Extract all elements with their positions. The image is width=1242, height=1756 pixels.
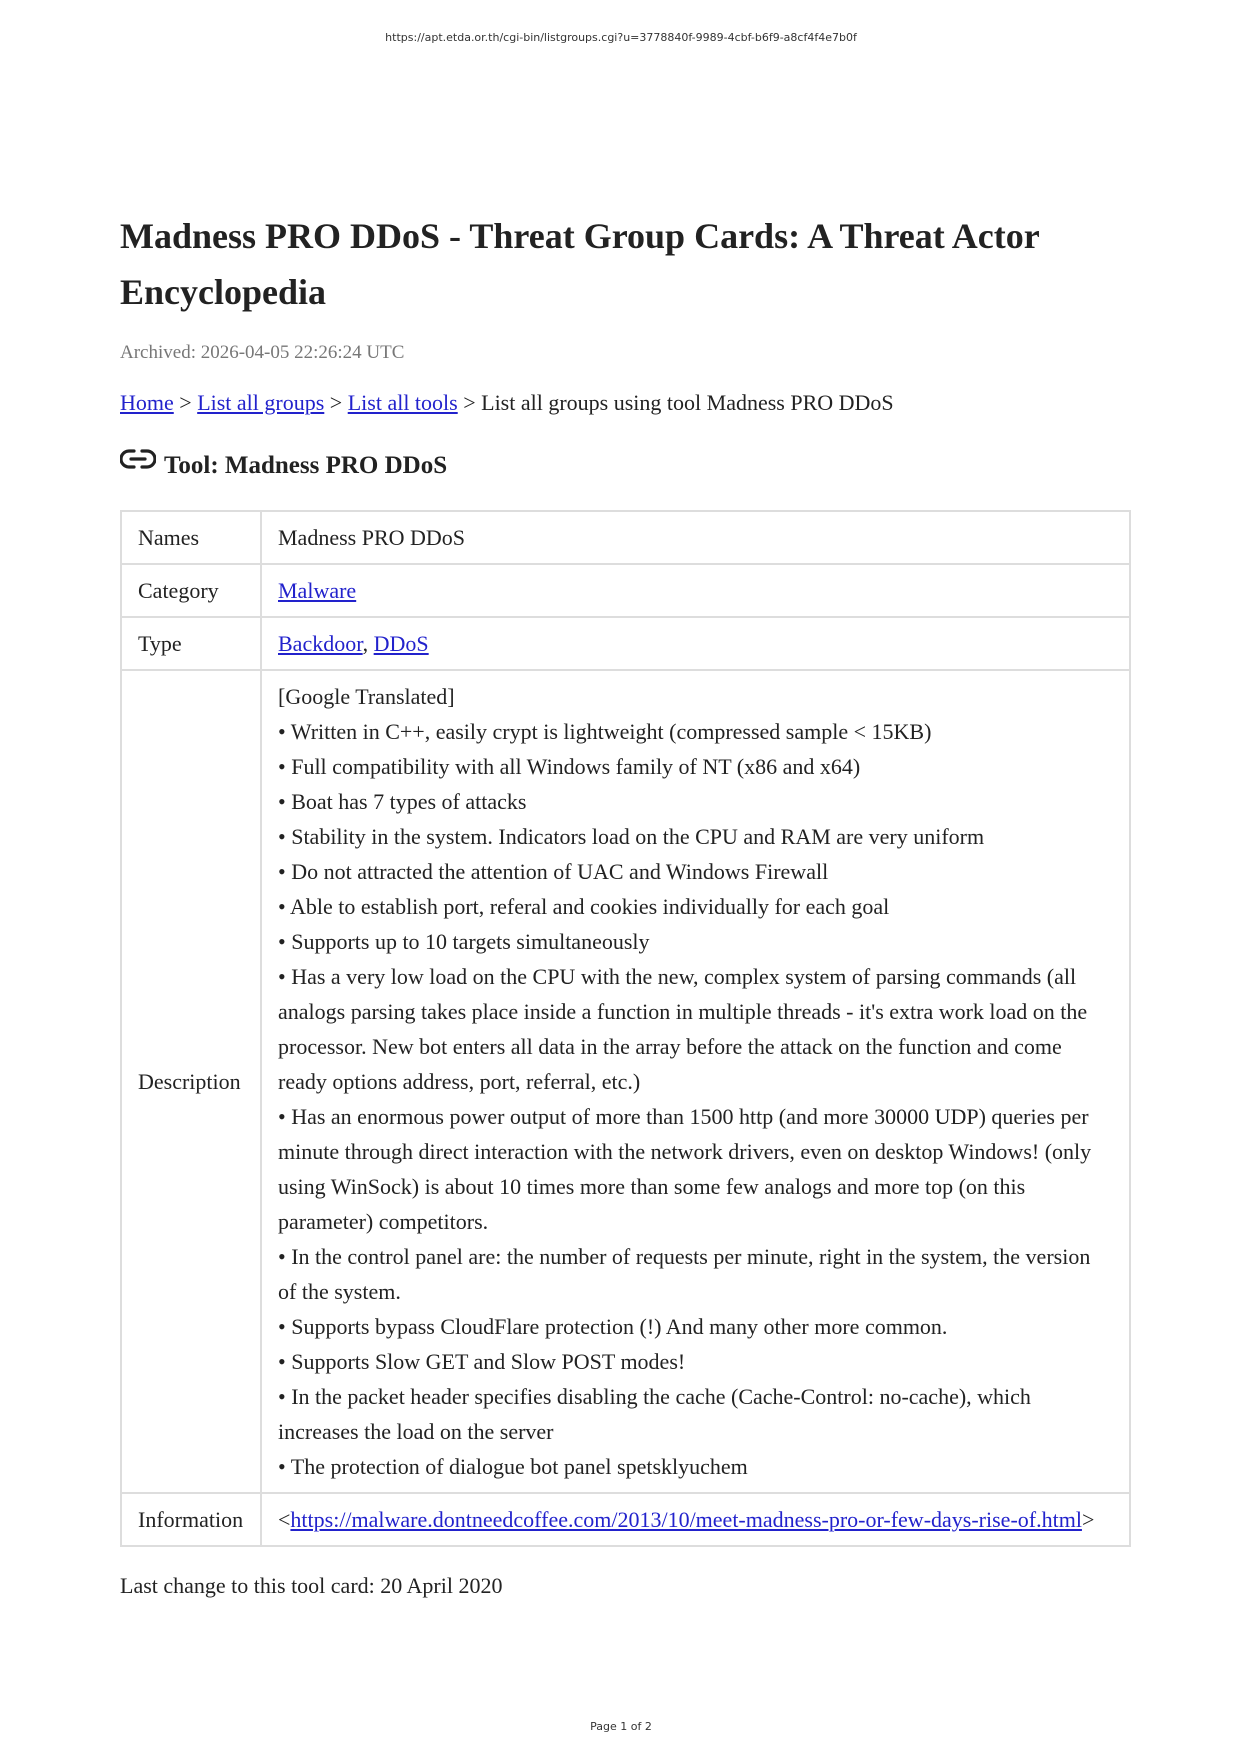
breadcrumb-groups-link[interactable]: List all groups [197,390,325,415]
type-separator: , [362,631,374,656]
breadcrumb-separator: > [173,390,198,415]
page-title: Madness PRO DDoS - Threat Group Cards: A Threat Actor Encyclopedia [120,216,1040,312]
breadcrumb-tools-link[interactable]: List all tools [347,390,458,415]
description-line: • In the control panel are: the number of requests per minute, right in the system, the version of the system. [278,1244,1091,1304]
page-url-header: https://apt.etda.or.th/cgi-bin/listgroups.cgi?u=3778840f-9989-4cbf-b6f9-a8cf4f4e7b0f [385,31,857,44]
type-backdoor-link[interactable]: Backdoor [278,631,363,656]
table-row-information [121,1493,1130,1546]
tool-heading-text: Tool: Madness PRO DDoS [164,452,448,479]
angle-open: < [278,1507,291,1532]
information-label: Information [121,1493,261,1546]
table-row-type [121,617,1130,670]
description-label: Description [121,670,261,1493]
information-link[interactable]: https://malware.dontneedcoffee.com/2013/10/meet-madness-pro-or-few-days-rise-of.html [290,1507,1082,1532]
description-line: • Do not attracted the attention of UAC and Windows Firewall [278,859,829,884]
category-cell [261,564,1130,617]
description-line: • Boat has 7 types of attacks [278,789,527,814]
category-label: Category [121,564,261,617]
main-content [120,208,1130,1599]
description-cell [261,670,1130,1493]
breadcrumb [120,390,1130,416]
names-label: Names [121,511,261,564]
description-line: • Has an enormous power output of more than 1500 http (and more 30000 UDP) queries per minute through direct interaction with the network drivers, even on desktop Windows! (only using WinSock) is about 10 times more than some few analogs and more top (on this parameter) competitors. [278,1104,1092,1234]
last-change-text: Last change to this tool card: 20 April 2020 [120,1573,503,1598]
description-line: • In the packet header specifies disabling the cache (Cache-Control: no-cache), which increases the load on the server [278,1384,1031,1444]
angle-close: > [1081,1507,1095,1532]
category-malware-link[interactable]: Malware [278,578,357,603]
description-line: [Google Translated] [278,684,455,709]
description-line: • Supports Slow GET and Slow POST modes! [278,1349,686,1374]
description-line: • Able to establish port, referal and cookies individually for each goal [278,894,890,919]
type-cell [261,617,1130,670]
description-line: • Supports up to 10 targets simultaneously [278,929,650,954]
description-line: • The protection of dialogue bot panel spetsklyuchem [278,1454,748,1479]
breadcrumb-home-link[interactable]: Home [120,390,174,415]
description-line: • Has a very low load on the CPU with the new, complex system of parsing commands (all analogs parsing takes place inside a function in multiple threads - it's extra work load on the processor. New bot enters all data in the array before the attack on the function and come ready options address, port, referral, etc.) [278,964,1088,1094]
description-line: • Stability in the system. Indicators load on the CPU and RAM are very uniform [278,824,985,849]
names-value: Madness PRO DDoS [261,511,1130,564]
tool-heading [120,452,1130,480]
information-cell [261,1493,1130,1546]
table-row-names [121,511,1130,564]
table-row-category [121,564,1130,617]
type-ddos-link[interactable]: DDoS [373,631,429,656]
description-line: • Written in C++, easily crypt is lightweight (compressed sample < 15KB) [278,719,932,744]
archived-timestamp: Archived: 2026-04-05 22:26:24 UTC [120,342,405,363]
table-row-description [121,670,1130,1493]
description-line: • Supports bypass CloudFlare protection (!) And many other more common. [278,1314,948,1339]
link-icon [120,446,156,472]
page-number: Page 1 of 2 [590,1720,652,1733]
description-line: • Full compatibility with all Windows family of NT (x86 and x64) [278,754,861,779]
breadcrumb-separator: > [324,390,348,415]
tool-info-table [120,510,1131,1547]
type-label: Type [121,617,261,670]
breadcrumb-current: > List all groups using tool Madness PRO DDoS [457,390,894,415]
